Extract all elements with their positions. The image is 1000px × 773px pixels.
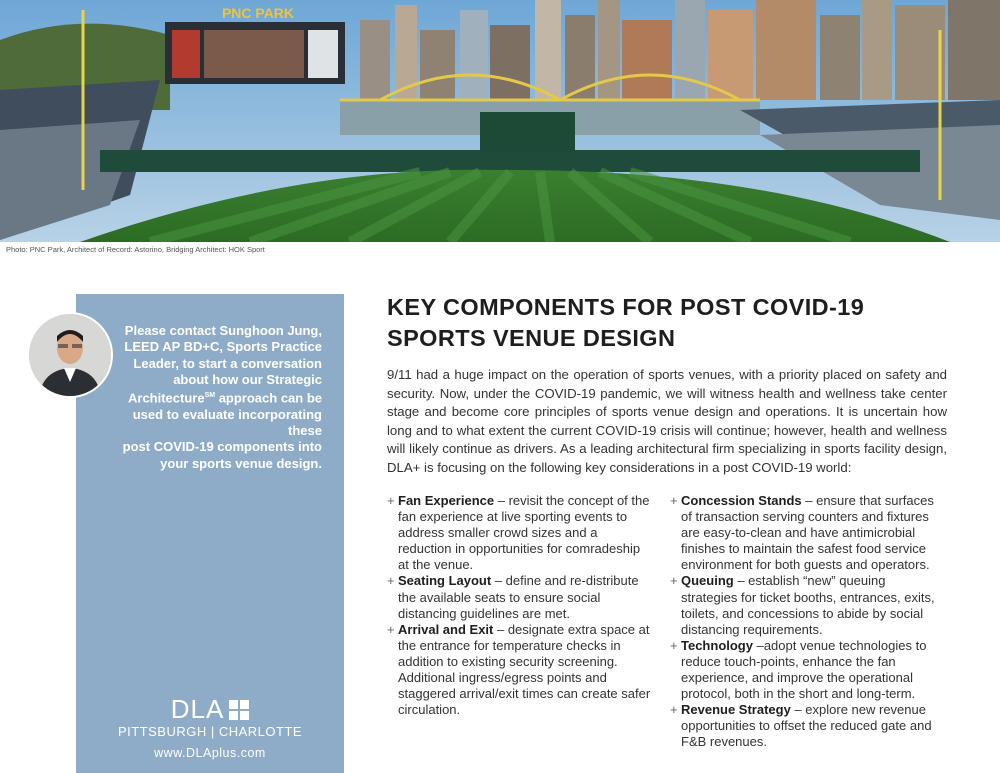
item-label: Revenue Strategy	[681, 702, 791, 718]
plus-grid-icon	[229, 700, 249, 720]
contact-line: used to evaluate incorporating these	[132, 406, 322, 439]
item-text: –adopt venue technologies to reduce touch-points, enhance the fan experience, and improve the operational protocol, both in the short and long-term.	[681, 637, 927, 702]
item-text: – establish “new” queuing strategies for ticket booths, entrances, exits, toilets, and concessions to abide by social distancing requirements.	[681, 573, 935, 637]
stadium-photo	[0, 0, 1000, 242]
item-label: Technology	[681, 637, 753, 653]
plus-icon: +	[387, 621, 395, 637]
contact-line	[96, 388, 322, 407]
dla-logo	[76, 694, 344, 725]
intro-paragraph: 9/11 had a huge impact on the operation of sports venues, with a priority placed on safety and security. Now, under the COVID-19 pandemic, we will witness health and wellness take center stage and become core principles of sports venue design and operations. It is uncertain how long and to what extent the current COVID-19 crisis will continue; however, health and wellness will likely continue as drivers. As a leading architectural firm specializing in sports facility design, DLA+ is focusing on the following key considerations in a post COVID-19 world:	[387, 367, 947, 475]
item-label: Concession Stands	[681, 493, 802, 508]
list-item	[670, 638, 935, 702]
item-text: – define and re-distribute the available seats to ensure social distancing guidelines are met.	[398, 573, 639, 621]
plus-icon: +	[387, 493, 395, 508]
item-text: – explore new revenue opportunities to offset the reduced gate and F&B revenues.	[681, 702, 932, 750]
contact-text: Architecture	[128, 390, 205, 406]
plus-icon: +	[670, 637, 678, 653]
office-cities: PITTSBURGH | CHARLOTTE	[117, 724, 303, 739]
contact-line: Please contact Sunghoon Jung,	[124, 323, 322, 338]
contact-text: approach can be	[215, 390, 322, 406]
service-mark: SM	[204, 392, 216, 400]
plus-icon: +	[670, 702, 678, 718]
list-item	[387, 622, 652, 719]
item-label: Arrival and Exit	[398, 621, 494, 637]
item-text: – revisit the concept of the fan experience at live sporting events to address smaller crowd sizes and a reduction in opportunities for comradeship at the venue.	[398, 493, 650, 573]
plus-icon: +	[670, 493, 678, 508]
scoreboard-text: PNC PARK	[221, 5, 295, 21]
logo-text: DLA	[170, 694, 225, 724]
title-line: SPORTS VENUE DESIGN	[387, 325, 676, 351]
photo-caption: Photo: PNC Park, Architect of Record: Astorino, Bridging Architect: HOK Sport	[6, 245, 265, 254]
website-link[interactable]: www.DLAplus.com	[154, 746, 266, 760]
title-line: KEY COMPONENTS FOR POST COVID-19	[387, 294, 865, 320]
contact-line: post COVID-19 components into	[122, 439, 322, 455]
item-text: – designate extra space at the entrance for temperature checks in addition to existing security screening. Additional ingress/egress points and staggered arrival/exit times can create safer circulation.	[398, 621, 651, 718]
list-item	[670, 702, 935, 750]
contact-line: about how our Strategic	[173, 371, 322, 387]
page-title	[387, 292, 947, 354]
item-label: Seating Layout	[398, 573, 492, 589]
components-list-right	[670, 493, 935, 751]
list-item	[670, 573, 935, 637]
contact-line: Leader, to start a conversation	[133, 355, 322, 371]
item-label: Queuing	[681, 573, 734, 589]
contact-message	[96, 323, 322, 472]
list-item	[387, 493, 652, 573]
list-item	[670, 493, 935, 573]
item-text: – ensure that surfaces of transaction serving counters and fixtures are easy-to-clean and have antimicrobial finishes to maintain the safest food service environment for both guests and operators.	[681, 493, 934, 573]
list-item	[387, 573, 652, 621]
plus-icon: +	[670, 573, 678, 589]
components-list-left	[387, 493, 652, 718]
plus-icon: +	[387, 573, 395, 589]
contact-line: LEED AP BD+C, Sports Practice	[124, 339, 322, 355]
item-label: Fan Experience	[398, 493, 495, 508]
stadium-illustration	[0, 0, 1000, 242]
contact-line: your sports venue design.	[160, 455, 322, 471]
